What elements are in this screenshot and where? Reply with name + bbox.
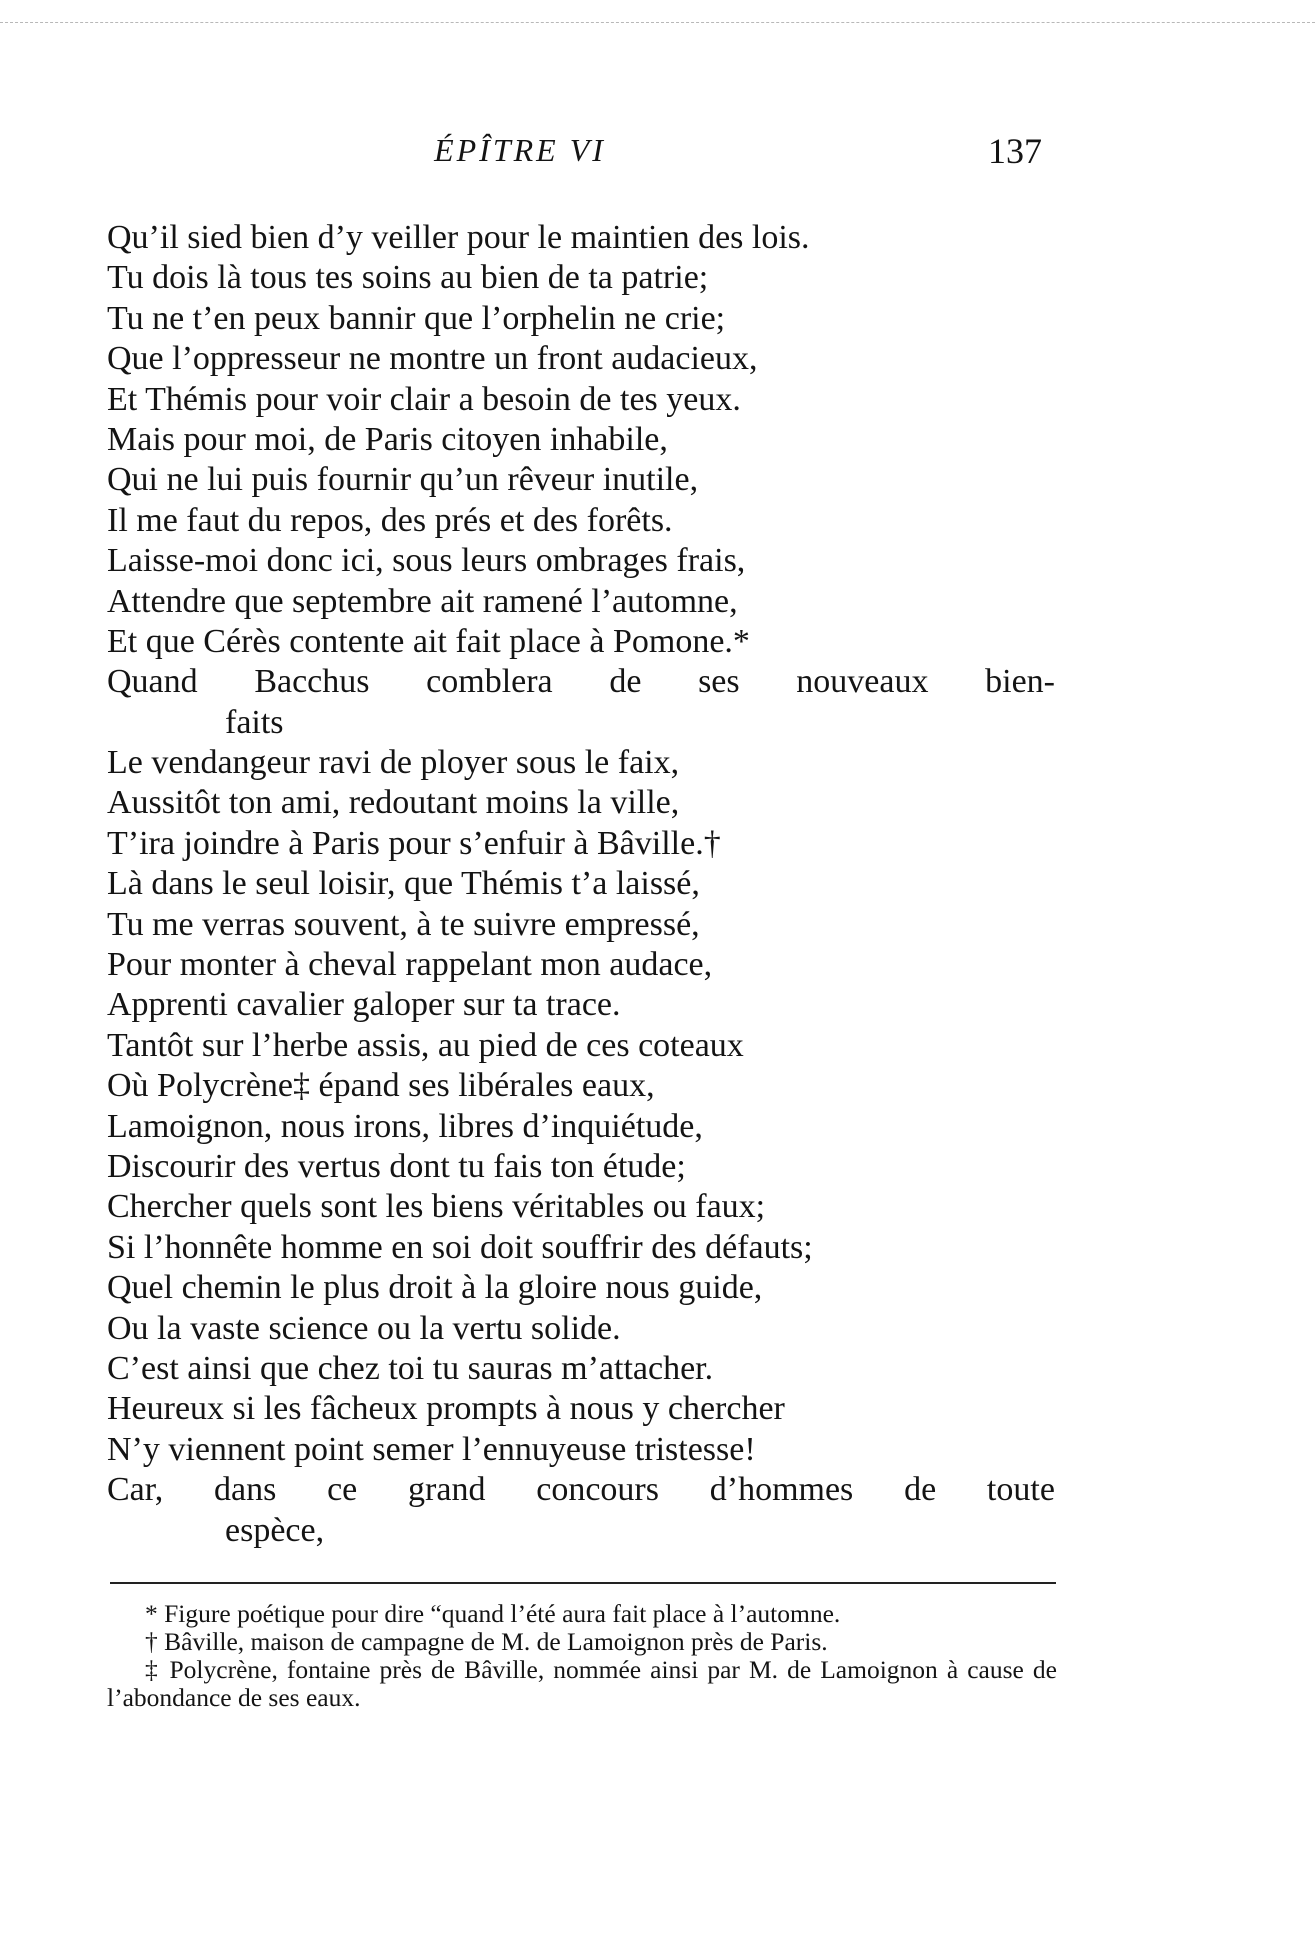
- running-title: ÉPÎTRE VI: [434, 132, 606, 168]
- page-header: [0, 132, 1315, 172]
- verse-line: Et que Cérès contente ait fait place à Pomone.*: [107, 622, 750, 660]
- top-edge-rule: [0, 22, 1315, 23]
- footnote-rule: [110, 1582, 1056, 1584]
- footnote: * Figure poétique pour dire “quand l’été aura fait place à l’automne.: [145, 1599, 841, 1628]
- verse-line: Qu’il sied bien d’y veiller pour le maintien des lois.: [107, 219, 810, 256]
- verse-word: ce: [327, 1471, 358, 1509]
- verse-line: Discourir des vertus dont tu fais ton étude;: [107, 1147, 686, 1185]
- verse-word: concours: [536, 1471, 659, 1509]
- verse-word: grand: [408, 1471, 486, 1509]
- footnotes: [107, 1600, 1057, 1712]
- verse-line: Tantôt sur l’herbe assis, au pied de ces coteaux: [107, 1026, 744, 1064]
- verse-line: Là dans le seul loisir, que Thémis t’a laissé,: [107, 865, 700, 903]
- verse-word: toute: [986, 1471, 1055, 1509]
- verse-line-justified: [107, 1470, 1055, 1510]
- verse-line: Pour monter à cheval rappelant mon audace,: [107, 946, 713, 984]
- verse-line: Si l’honnête homme en soi doit souffrir des défauts;: [107, 1228, 813, 1266]
- verse-word: nouveaux: [796, 663, 929, 701]
- verse-line: Laisse-moi donc ici, sous leurs ombrages frais,: [107, 542, 746, 580]
- verse-word: ses: [698, 663, 740, 701]
- verse-word: Quand: [107, 663, 198, 701]
- verse-line: Attendre que septembre ait ramené l’automne,: [107, 582, 738, 620]
- verse-word: de: [609, 663, 642, 701]
- verse-line: Heureux si les fâcheux prompts à nous y chercher: [107, 1390, 785, 1428]
- verse-line: Mais pour moi, de Paris citoyen inhabile,: [107, 420, 668, 458]
- verse-word: bien-: [985, 663, 1055, 701]
- verse-line: Ou la vaste science ou la vertu solide.: [107, 1309, 621, 1347]
- verse-word: Car,: [107, 1471, 164, 1509]
- verse-line: Apprenti cavalier galoper sur ta trace.: [107, 986, 621, 1024]
- verse-line: Lamoignon, nous irons, libres d’inquiétude,: [107, 1107, 703, 1145]
- verse-line: N’y viennent point semer l’ennuyeuse tristesse!: [107, 1430, 756, 1468]
- verse-line: Aussitôt ton ami, redoutant moins la ville,: [107, 784, 680, 822]
- verse-line: T’ira joindre à Paris pour s’enfuir à Bâville.†: [107, 824, 721, 862]
- verse-line: C’est ainsi que chez toi tu sauras m’attacher.: [107, 1349, 714, 1387]
- page-number: 137: [988, 131, 1042, 171]
- verse-line: Chercher quels sont les biens véritables ou faux;: [107, 1188, 766, 1226]
- footnote: † Bâville, maison de campagne de M. de Lamoignon près de Paris.: [145, 1627, 828, 1656]
- verse-line-justified: [107, 662, 1055, 702]
- verse-line-continuation: faits: [225, 703, 284, 741]
- verse-line: Quel chemin le plus droit à la gloire nous guide,: [107, 1269, 763, 1307]
- verse-line: Et Thémis pour voir clair a besoin de tes yeux.: [107, 380, 741, 418]
- verse-word: d’hommes: [709, 1471, 854, 1509]
- verse-line: Le vendangeur ravi de ployer sous le faix,: [107, 744, 680, 782]
- verse-word: Bacchus: [254, 663, 370, 701]
- verse-line: Il me faut du repos, des prés et des forêts.: [107, 501, 673, 539]
- verse-line: Tu ne t’en peux bannir que l’orphelin ne crie;: [107, 299, 726, 337]
- verse-line: Tu me verras souvent, à te suivre empressé,: [107, 905, 700, 943]
- poem-body: [107, 218, 1067, 1551]
- verse-word: de: [904, 1471, 937, 1509]
- verse-line: Qui ne lui puis fournir qu’un rêveur inutile,: [107, 461, 699, 499]
- verse-word: comblera: [426, 663, 553, 701]
- verse-line: Où Polycrène‡ épand ses libérales eaux,: [107, 1067, 655, 1105]
- verse-line-continuation: espèce,: [225, 1511, 325, 1549]
- footnote: ‡ Polycrène, fontaine près de Bâville, nommée ainsi par M. de Lamoignon à cause de l’abondance de ses eaux.: [107, 1655, 1057, 1712]
- verse-line: Que l’oppresseur ne montre un front audacieux,: [107, 340, 758, 378]
- verse-line: Tu dois là tous tes soins au bien de ta patrie;: [107, 259, 709, 297]
- verse-word: dans: [214, 1471, 277, 1509]
